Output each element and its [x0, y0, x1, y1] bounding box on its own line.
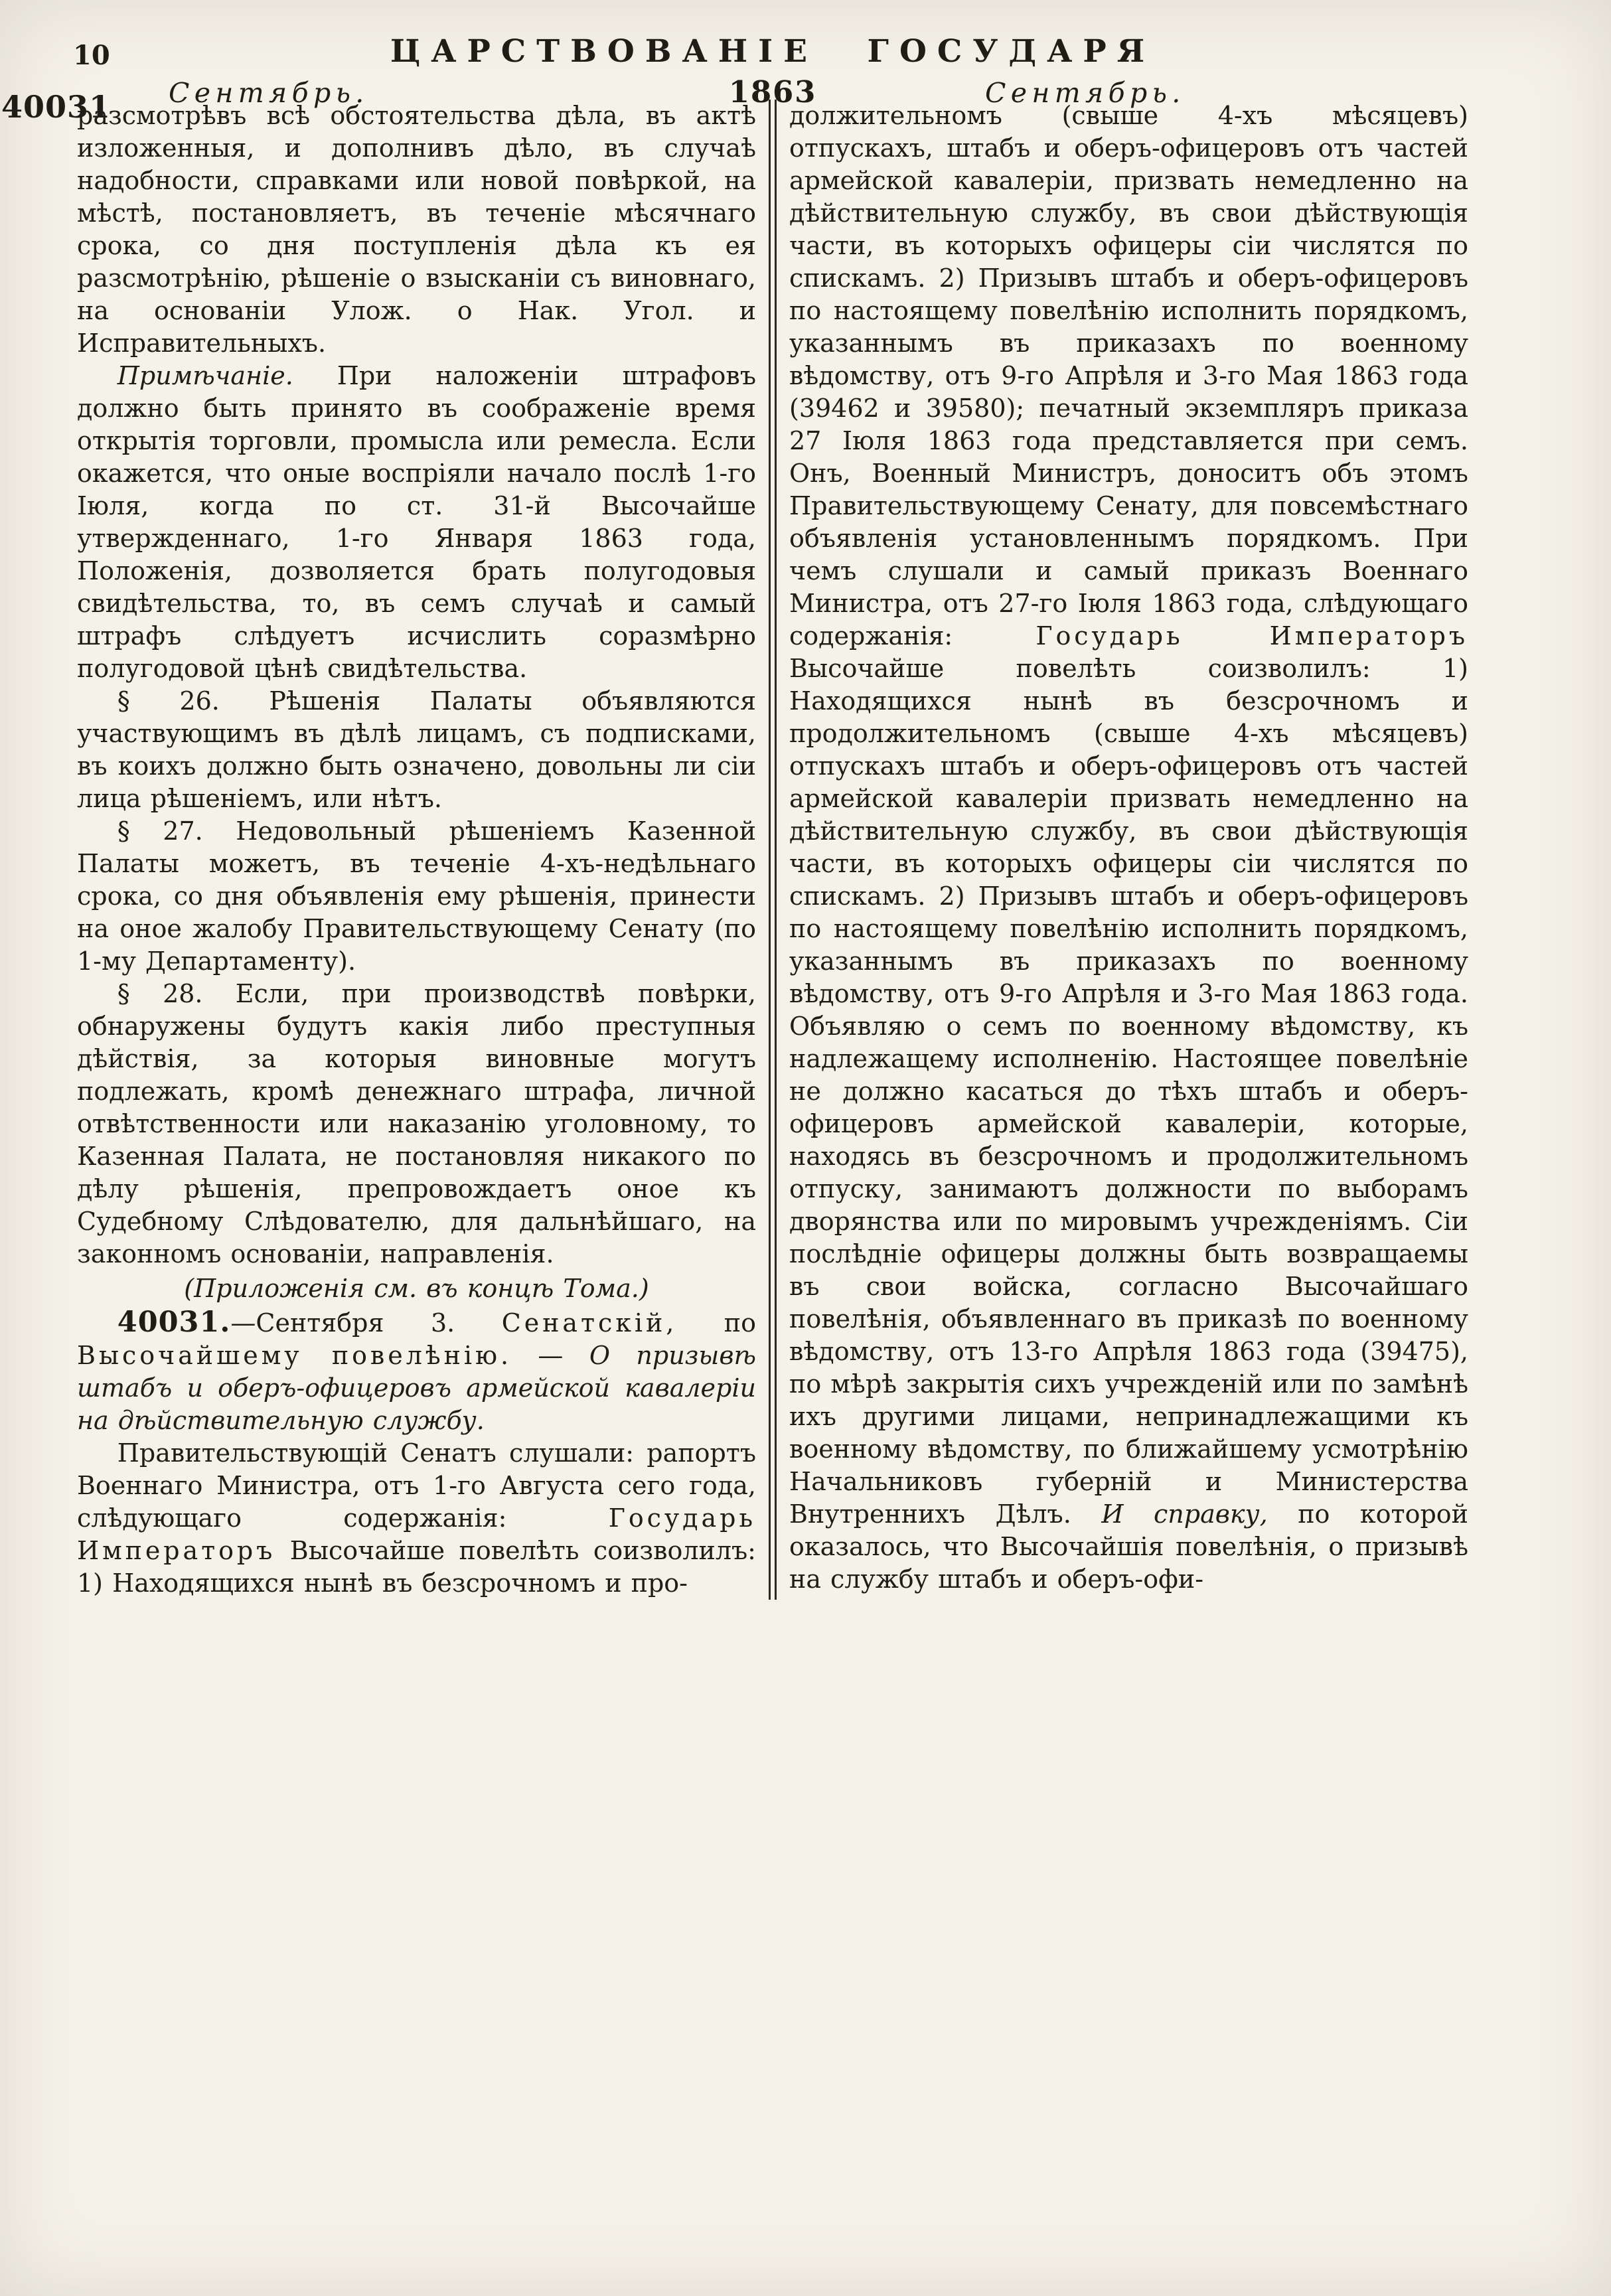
right-column — [789, 100, 1468, 1600]
paragraph-continuation: разсмотрѣвъ всѣ обстоятельства дѣла, въ актѣ изложенныя, и дополнивъ дѣло, въ случаѣ надобности, справками или новой повѣркой, на мѣстѣ, постановляетъ, въ теченіе мѣсячнаго срока, со дня поступленія дѣла къ ея разсмотрѣнію, рѣшеніе о взысканіи съ виновнаго, на основаніи Улож. о Нак. Угол. и Исправительныхъ. — [77, 101, 756, 358]
spravka-label: И справку, — [1101, 1499, 1268, 1529]
running-head — [73, 33, 1468, 72]
margin-act-number: 40031 — [1, 89, 112, 125]
page-number: 10 — [73, 40, 110, 71]
appendix-note: (Приложенія см. въ концѣ Тома.) — [184, 1274, 649, 1303]
act-authority: Высочайшему повелѣнію. — [77, 1341, 512, 1370]
column-divider-rule — [769, 100, 777, 1600]
act-dash: — — [512, 1341, 589, 1370]
note-text: При наложеніи штрафовъ должно быть принято въ соображеніе время открытія торговли, промысла или ремесла. Если окажется, что оные воспріяли начало послѣ 1-го Іюля, когда по ст. 31-й Высочайше утвержденнаго, 1-го Января 1863 года, Положенія, дозволяется брать полугодовыя свидѣтельства, то, въ семъ случаѣ и самый штрафъ слѣдуетъ исчислить соразмѣрно полугодовой цѣнѣ свидѣтельства. — [77, 361, 756, 683]
act-date: —Сентября 3. — [230, 1308, 502, 1338]
note-label: Примѣчаніе. — [117, 361, 293, 390]
act-body-start — [77, 1437, 756, 1600]
emperor-name: Государь Императоръ — [77, 1503, 756, 1565]
act-type: Сенатскій, — [501, 1308, 678, 1338]
body-intro: Правительствующій Сенатъ слушали: рапортъ Военнаго Министра, отъ 1-го Августа сего года, слѣдующаго содержанія: — [77, 1438, 756, 1533]
right-text-part3: по которой оказалось, что Высочайшія повелѣнія, о призывѣ на службу штабъ и оберъ-офи- — [789, 1499, 1468, 1594]
act-heading — [77, 1306, 756, 1437]
paragraph-note — [77, 360, 756, 685]
paragraph-section-28: § 28. Если, при производствѣ повѣрки, обнаружены будутъ какія либо преступныя дѣйствія, за которыя виновные могутъ подлежать, кромѣ денежнаго штрафа, личной отвѣтственности или наказанію уголовному, то Казенная Палата, не постановляя никакого по дѣлу рѣшенія, препровождаетъ оное къ Судебному Слѣдователю, для дальнѣйшаго, на законномъ основаніи, направленія. — [77, 979, 756, 1268]
right-column-month: Сентябрь. — [985, 77, 1186, 109]
act-mid: по — [677, 1308, 756, 1338]
paragraph-section-27: § 27. Недовольный рѣшеніемъ Казенной Палаты можетъ, въ теченіе 4-хъ-недѣльнаго срока, со дня объявленія ему рѣшенія, принести на оное жалобу Правительствующему Сенату (по 1-му Департаменту). — [77, 816, 756, 976]
body-continuation: Высочайше повелѣть соизволилъ: 1) Находящихся нынѣ въ безсрочномъ и про- — [77, 1536, 756, 1598]
left-column — [77, 100, 756, 1600]
paragraph-section-26: § 26. Рѣшенія Палаты объявляются участвующимъ въ дѣлѣ лицамъ, съ подписками, въ коихъ должно быть означено, довольны ли сіи лица рѣшеніемъ, или нѣтъ. — [77, 686, 756, 813]
right-text-part1: должительномъ (свыше 4-хъ мѣсяцевъ) отпускахъ, штабъ и оберъ-офицеровъ отъ частей армейской кавалеріи, призвать немедленно на дѣйствительную службу, въ свои дѣйствующія части, въ которыхъ офицеры сіи числятся по спискамъ. 2) Призывъ штабъ и оберъ-офицеровъ по настоящему повелѣнію исполнить порядкомъ, указаннымъ въ приказахъ по военному вѣдомству, отъ 9-го Апрѣля и 3-го Мая 1863 года (39462 и 39580); печатный экземпляръ приказа 27 Іюля 1863 года представляется при семъ. Онъ, Военный Министръ, доноситъ объ этомъ Правительствующему Сенату, для повсемѣстнаго объявленія установленнымъ порядкомъ. При чемъ слушали и самый приказъ Военнаго Министра, отъ 27-го Іюля 1863 года, слѣдующаго содержанія: — [789, 101, 1468, 651]
right-text-part2: Высочайше повелѣть соизволилъ: 1) Находящихся нынѣ въ безсрочномъ и продолжительномъ (свыше 4-хъ мѣсяцевъ) отпускахъ штабъ и оберъ-офицеровъ отъ частей армейской кавалеріи призвать немедленно на дѣйствительную службу, въ свои дѣйствующія части, въ которыхъ офицеры сіи числятся по спискамъ. 2) Призывъ штабъ и оберъ-офицеровъ по настоящему повелѣнію исполнить порядкомъ, указаннымъ въ приказахъ по военному вѣдомству, отъ 9-го Апрѣля и 3-го Мая 1863 года. Объявляю о семъ по военному вѣдомству, къ надлежащему исполненію. Настоящее повелѣніе не должно касаться до тѣхъ штабъ и оберъ-офицеровъ армейской кавалеріи, которые, находясь въ безсрочномъ и продолжительномъ отпуску, занимаютъ должности по выборамъ дворянства или по мировымъ учрежденіямъ. Сіи послѣдніе офицеры должны быть возвращаемы въ свои войска, согласно Высочайшаго повелѣнія, объявленнаго въ приказѣ по военному вѣдомству, отъ 13-го Апрѣля 1863 года (39475), по мѣрѣ закрытія сихъ учрежденій или по замѣнѣ ихъ другими лицами, непринадлежащими къ военному вѣдомству, по ближайшему усмотрѣнію Начальниковъ губерній и Министерства Внутреннихъ Дѣлъ. — [789, 654, 1468, 1529]
left-column-month: Сентябрь. — [169, 77, 369, 109]
right-column-text — [789, 100, 1468, 1596]
act-number: 40031. — [117, 1306, 231, 1339]
emperor-name: Государь Императоръ — [1036, 621, 1468, 651]
year-label: 1863 — [728, 74, 817, 110]
text-columns — [77, 100, 1468, 1600]
act-title: О призывѣ штабъ и оберъ-офицеровъ армейской кавалеріи на дѣйствительную службу. — [77, 1341, 756, 1435]
page-title: ЦАРСТВОВАНІЕ ГОСУДАРЯ — [390, 33, 1156, 70]
